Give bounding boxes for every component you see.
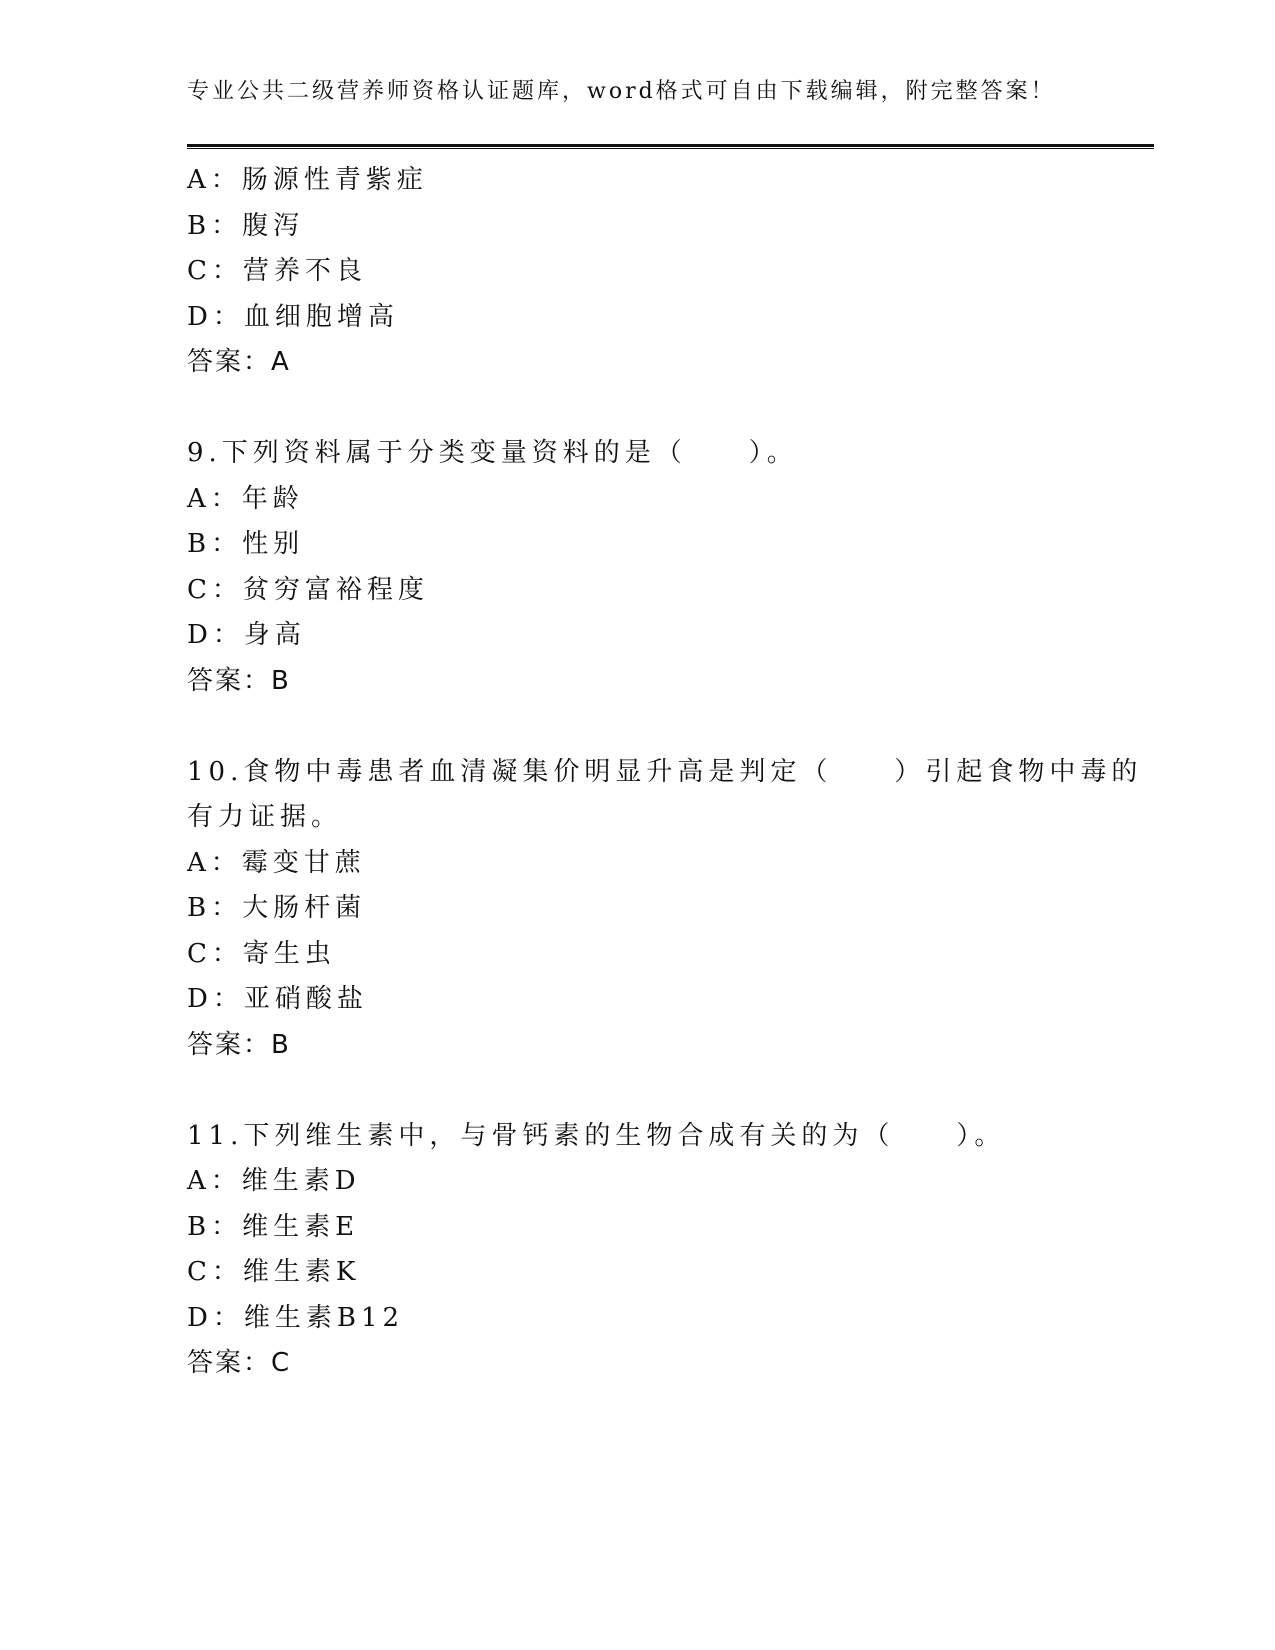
question-stem: 11.下列维生素中，与骨钙素的生物合成有关的为（ ）。 xyxy=(187,1120,1006,1151)
answer-line: 答案：B xyxy=(187,665,291,696)
option-b: B：性别 xyxy=(187,529,305,559)
header-divider xyxy=(187,144,1154,149)
answer-line: 答案：B xyxy=(187,1029,291,1060)
option-b: B：维生素E xyxy=(187,1211,360,1242)
option-a: A：肠源性青紫症 xyxy=(187,165,428,195)
question-stem: 9.下列资料属于分类变量资料的是（ ）。 xyxy=(187,438,798,468)
question-block xyxy=(187,750,1143,1069)
question-list xyxy=(187,158,1143,1387)
option-c: C：寄生虫 xyxy=(187,938,336,969)
question-block xyxy=(187,431,1087,704)
question-stem-continuation: 有力证据。 xyxy=(187,802,343,832)
option-d: D：血细胞增高 xyxy=(187,301,399,332)
option-a: A：霉变甘蔗 xyxy=(187,847,366,878)
option-d: D：身高 xyxy=(187,620,306,650)
page-header: 专业公共二级营养师资格认证题库，word格式可自由下载编辑，附完整答案！ xyxy=(187,79,1056,104)
option-b: B：大肠杆菌 xyxy=(187,893,367,923)
answer-line: 答案：A xyxy=(187,347,291,377)
question-block xyxy=(187,158,1087,386)
option-c: C：贫穷富裕程度 xyxy=(187,574,429,605)
question-block xyxy=(187,1114,1087,1387)
option-c: C：营养不良 xyxy=(187,256,367,286)
option-b: B：腹泻 xyxy=(187,210,305,241)
option-a: A：年龄 xyxy=(187,483,304,514)
question-stem: 10.食物中毒患者血清凝集价明显升高是判定（ ）引起食物中毒的 xyxy=(187,756,1143,787)
option-c: C：维生素K xyxy=(187,1257,361,1287)
option-d: D：亚硝酸盐 xyxy=(187,984,368,1014)
option-a: A：维生素D xyxy=(187,1166,361,1196)
answer-line: 答案：C xyxy=(187,1348,292,1378)
option-d: D：维生素B12 xyxy=(187,1302,405,1333)
